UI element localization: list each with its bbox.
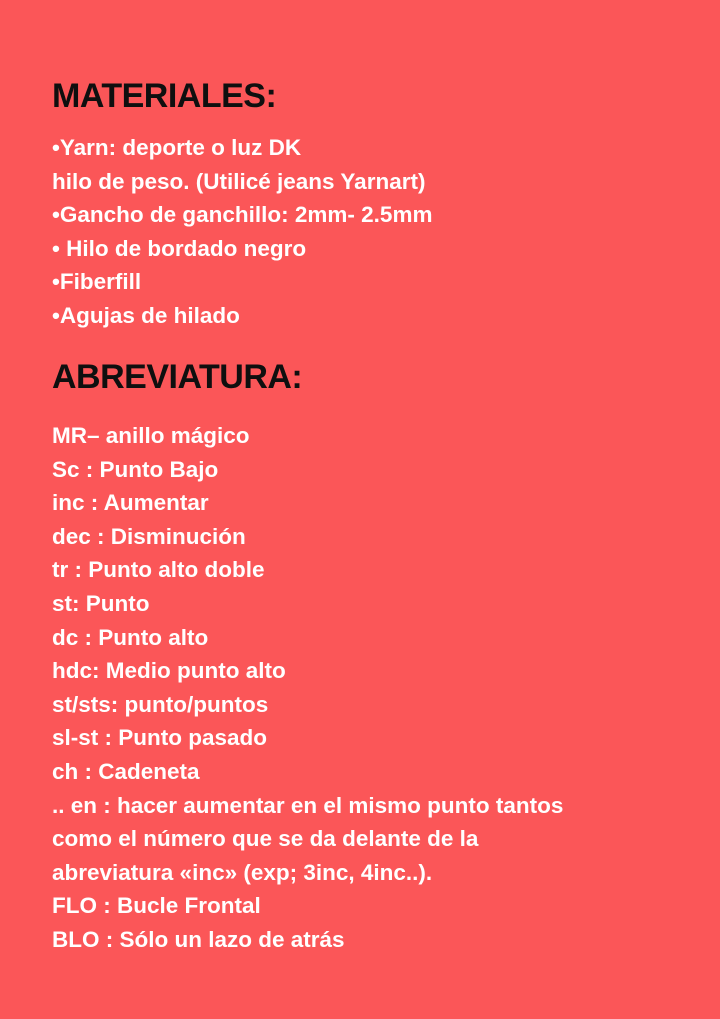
materials-line: •Gancho de ganchillo: 2mm- 2.5mm [52, 202, 433, 228]
abbreviation-line: sl-st : Punto pasado [52, 725, 268, 751]
abbreviation-line: abreviatura «inc» (exp; 3inc, 4inc..). [52, 859, 433, 885]
abbreviation-line: tr : Punto alto doble [52, 557, 265, 583]
abbreviation-line: ch : Cadeneta [52, 758, 200, 784]
abbreviation-line: dec : Disminución [52, 523, 246, 549]
materials-line: •Agujas de hilado [52, 302, 240, 328]
abbreviation-line: .. en : hacer aumentar en el mismo punto tantos [52, 792, 564, 818]
abbreviation-line: MR– anillo mágico [52, 423, 250, 448]
abbreviation-list [52, 419, 563, 957]
abbreviation-line: como el número que se da delante de la [52, 826, 479, 852]
materiales-heading: MATERIALES: [52, 77, 277, 115]
abbreviation-line: BLO : Sólo un lazo de atrás [52, 926, 345, 952]
abbreviation-line: inc : Aumentar [52, 490, 209, 516]
materials-line: •Fiberfill [52, 269, 142, 295]
abbreviation-line: FLO : Bucle Frontal [52, 893, 261, 919]
abbreviation-line: st: Punto [52, 590, 150, 616]
materials-line: hilo de peso. (Utilicé jeans Yarnart) [52, 168, 426, 194]
materials-list [52, 131, 432, 333]
abreviatura-heading: ABREVIATURA: [52, 358, 303, 396]
abbreviation-line: st/sts: punto/puntos [52, 691, 269, 717]
abbreviation-line: dc : Punto alto [52, 624, 209, 650]
materials-line: •Yarn: deporte o luz DK [52, 135, 302, 160]
abbreviation-line: hdc: Medio punto alto [52, 658, 286, 684]
abbreviation-line: Sc : Punto Bajo [52, 456, 219, 482]
materials-line: • Hilo de bordado negro [52, 235, 307, 261]
